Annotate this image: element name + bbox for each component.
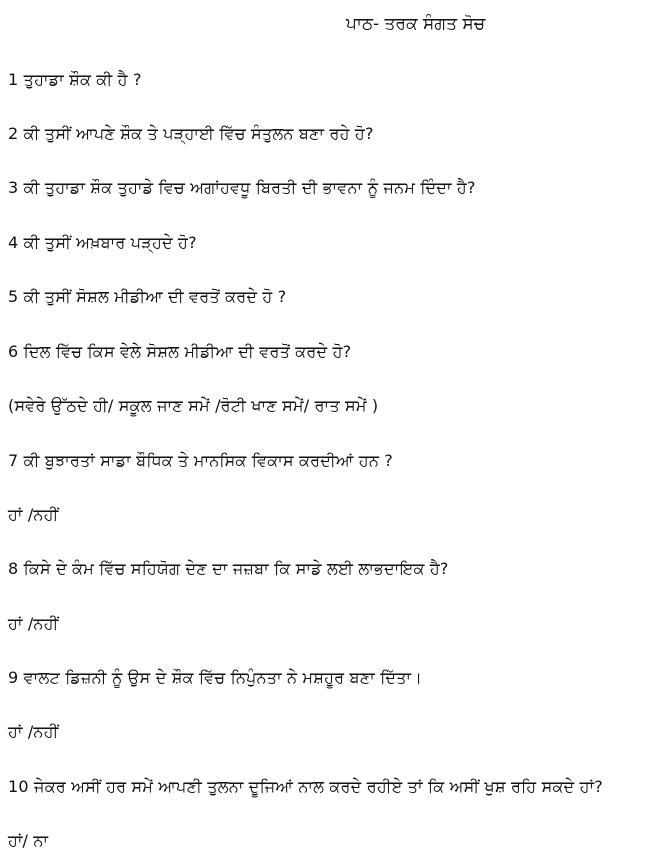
- question-4: 4 ਕੀ ਤੁਸੀਂ ਅਖ਼ਬਾਰ ਪੜ੍ਹਦੇ ਹੋ?: [8, 233, 197, 252]
- answer-options-10: ਹਾਂ/ ਨਾ: [8, 831, 49, 850]
- question-1: 1 ਤੁਹਾਡਾ ਸ਼ੌਕ ਕੀ ਹੈ ?: [8, 70, 142, 89]
- question-6: 6 ਦਿਲ ਵਿੱਚ ਕਿਸ ਵੇਲੇ ਸੋਸ਼ਲ ਮੀਡੀਆ ਦੀ ਵਰਤੋਂ ਕਰਦੇ ਹੋ?: [8, 342, 352, 361]
- question-10: 10 ਜੇਕਰ ਅਸੀਂ ਹਰ ਸਮੇਂ ਆਪਣੀ ਤੁਲਨਾ ਦੂਜਿਆਂ ਨਾਲ ਕਰਦੇ ਰਹੀਏ ਤਾਂ ਕਿ ਅਸੀਂ ਖੁਸ਼ ਰਹਿ ਸਕਦੇ ਹਾਂ?: [8, 777, 603, 796]
- question-9: 9 ਵਾਲਟ ਡਿਜ਼ਨੀ ਨੂੰ ਉਸ ਦੇ ਸ਼ੌਕ ਵਿੱਚ ਨਿਪੁੰਨਤਾ ਨੇ ਮਸ਼ਹੂਰ ਬਣਾ ਦਿੱਤਾ।: [8, 668, 423, 687]
- answer-options-9: ਹਾਂ /ਨਹੀਂ: [8, 722, 59, 741]
- worksheet-title: ਪਾਠ- ਤਰਕ ਸੰਗਤ ਸੋਚ: [346, 14, 486, 34]
- answer-options-8: ਹਾਂ /ਨਹੀਂ: [8, 614, 59, 633]
- question-7: 7 ਕੀ ਬੁਝਾਰਤਾਂ ਸਾਡਾ ਬੌਧਿਕ ਤੇ ਮਾਨਸਿਕ ਵਿਕਾਸ ਕਰਦੀਆਂ ਹਨ ?: [8, 451, 394, 470]
- question-6-options: (ਸਵੇਰੇ ਉੱਠਦੇ ਹੀ/ ਸਕੂਲ ਜਾਣ ਸਮੇਂ /ਰੋਟੀ ਖਾਣ ਸਮੇਂ/ ਰਾਤ ਸਮੇਂ ): [8, 396, 379, 415]
- answer-options-7: ਹਾਂ /ਨਹੀਂ: [8, 505, 59, 524]
- question-3: 3 ਕੀ ਤੁਹਾਡਾ ਸ਼ੌਕ ਤੁਹਾਡੇ ਵਿਚ ਅਗਾਂਹਵਧੂ ਬਿਰਤੀ ਦੀ ਭਾਵਨਾ ਨੂੰ ਜਨਮ ਦਿੰਦਾ ਹੈ?: [8, 178, 476, 197]
- question-5: 5 ਕੀ ਤੁਸੀਂ ਸੋਸ਼ਲ ਮੀਡੀਆ ਦੀ ਵਰਤੋਂ ਕਰਦੇ ਹੋ ?: [8, 287, 287, 306]
- question-2: 2 ਕੀ ਤੁਸੀਂ ਆਪਣੇ ਸ਼ੌਕ ਤੇ ਪੜ੍ਹਾਈ ਵਿੱਚ ਸੰਤੁਲਨ ਬਣਾ ਰਹੇ ਹੋ?: [8, 124, 374, 143]
- question-8: 8 ਕਿਸੇ ਦੇ ਕੰਮ ਵਿੱਚ ਸਹਿਯੋਗ ਦੇਣ ਦਾ ਜਜ਼ਬਾ ਕਿ ਸਾਡੇ ਲਈ ਲਾਭਦਾਇਕ ਹੈ?: [8, 559, 449, 578]
